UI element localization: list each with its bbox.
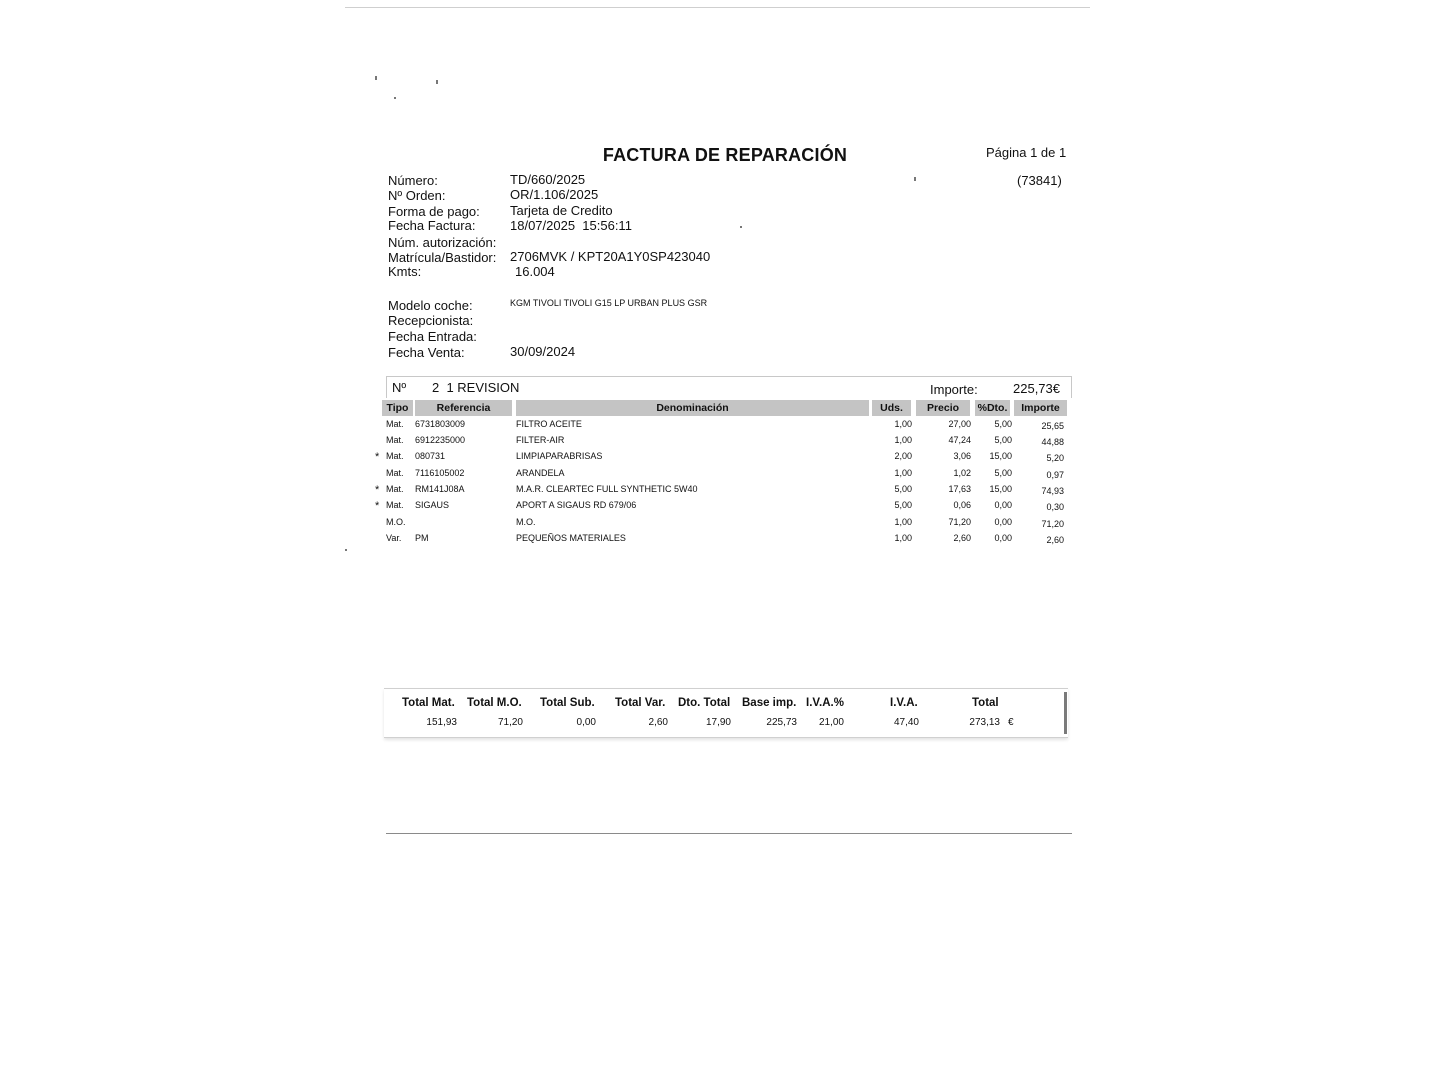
total-var-value: 2,60 [648,717,668,728]
line-denominacion: APORT A SIGAUS RD 679/06 [516,500,637,510]
total-mo-value: 71,20 [497,717,523,728]
line-mark: * [375,500,380,512]
table-row [0,450,1440,466]
total-mat-value: 151,93 [426,717,457,728]
numero-value: TD/660/2025 [510,172,586,187]
line-referencia: 6731803009 [415,419,466,429]
autorizacion-label: Núm. autorización: [388,235,497,250]
dto-total-value: 17,90 [705,717,731,728]
table-row [0,467,1440,483]
line-importe: 5,20 [1046,453,1064,463]
line-referencia: SIGAUS [415,500,450,510]
line-uds: 1,00 [894,435,912,445]
column-header-dto: %Dto. [975,400,1010,416]
line-denominacion: FILTRO ACEITE [516,419,582,429]
line-importe: 74,93 [1041,486,1064,496]
kmts-label: Kmts: [388,264,422,279]
pago-value: Tarjeta de Credito [510,203,613,218]
fecha-factura-label: Fecha Factura: [388,218,476,233]
footer-rule [386,833,1072,834]
total-sub-label: Total Sub. [540,697,595,709]
iva-value: 47,40 [893,717,919,728]
line-uds: 2,00 [894,451,912,461]
matricula-label: Matrícula/Bastidor: [388,250,497,265]
table-row [0,516,1440,532]
column-header-importe: Importe [1014,400,1067,416]
base-imp-label: Base imp. [742,697,797,709]
line-dto: 0,00 [994,533,1012,543]
line-importe: 44,88 [1041,437,1064,447]
line-dto: 0,00 [994,500,1012,510]
recepcionista-label: Recepcionista: [388,313,474,328]
kmts-value: 16.004 [515,264,555,279]
pago-label: Forma de pago: [388,204,480,219]
table-row [0,499,1440,515]
section-importe-label: Importe: [930,382,978,397]
line-tipo: Mat. [386,484,404,494]
column-header-tipo: Tipo [382,400,413,416]
section-number-label: Nº [392,380,407,395]
line-mark: * [375,484,380,496]
line-mark: * [375,451,380,463]
line-dto: 5,00 [994,468,1012,478]
total-mo-label: Total M.O. [467,697,522,709]
totals-box [384,688,1068,738]
line-precio: 0,06 [953,500,971,510]
column-header-precio: Precio [916,400,970,416]
iva-pct-value: 21,00 [818,717,844,728]
line-tipo: Mat. [386,500,404,510]
section-title: 2 1 REVISION [432,380,520,395]
iva-label: I.V.A. [890,697,918,709]
line-tipo: M.O. [386,517,406,527]
line-referencia: 080731 [415,451,446,461]
line-referencia: PM [415,533,429,543]
line-denominacion: M.A.R. CLEARTEC FULL SYNTHETIC 5W40 [516,484,698,494]
base-imp-value: 225,73 [766,717,797,728]
table-row [0,434,1440,450]
orden-value: OR/1.106/2025 [510,187,599,202]
totals-box-edge [1064,692,1067,734]
line-tipo: Var. [386,533,402,543]
line-tipo: Mat. [386,419,404,429]
line-tipo: Mat. [386,468,404,478]
line-dto: 5,00 [994,419,1012,429]
line-referencia: RM141J08A [415,484,465,494]
column-header-referencia: Referencia [415,400,512,416]
line-tipo: Mat. [386,451,404,461]
orden-label: Nº Orden: [388,188,446,203]
currency-symbol: € [1008,717,1014,728]
line-denominacion: ARANDELA [516,468,565,478]
line-precio: 27,00 [948,419,971,429]
total-sub-value: 0,00 [576,717,596,728]
line-uds: 1,00 [894,533,912,543]
line-uds: 5,00 [894,484,912,494]
line-denominacion: M.O. [516,517,536,527]
line-uds: 1,00 [894,468,912,478]
invoice-title: FACTURA DE REPARACIÓN [602,145,848,165]
line-importe: 2,60 [1046,535,1064,545]
scan-top-edge [345,7,1090,8]
line-precio: 2,60 [953,533,971,543]
line-precio: 47,24 [948,435,971,445]
line-importe: 71,20 [1041,519,1064,529]
total-label: Total [972,697,999,709]
iva-pct-label: I.V.A.% [806,697,844,709]
line-precio: 17,63 [948,484,971,494]
dto-total-label: Dto. Total [678,697,731,709]
line-denominacion: FILTER-AIR [516,435,565,445]
line-denominacion: PEQUEÑOS MATERIALES [516,533,626,543]
line-referencia: 6912235000 [415,435,466,445]
total-var-label: Total Var. [615,697,666,709]
total-value: 273,13 [969,717,1000,728]
line-precio: 3,06 [953,451,971,461]
total-mat-label: Total Mat. [402,697,455,709]
fecha-venta-label: Fecha Venta: [388,345,465,360]
line-importe: 0,97 [1046,470,1064,480]
line-dto: 0,00 [994,517,1012,527]
table-row [0,532,1440,548]
section-importe-value: 225,73€ [1013,381,1060,396]
fecha-factura-value: 18/07/2025 15:56:11 [510,218,632,233]
line-dto: 15,00 [989,484,1012,494]
line-dto: 5,00 [994,435,1012,445]
page-indicator: Página 1 de 1 [986,145,1067,160]
table-row [0,418,1440,434]
line-precio: 1,02 [953,468,971,478]
fecha-venta-value: 30/09/2024 [510,344,576,359]
line-tipo: Mat. [386,435,404,445]
fecha-entrada-label: Fecha Entrada: [388,329,477,344]
line-uds: 1,00 [894,419,912,429]
line-denominacion: LIMPIAPARABRISAS [516,451,603,461]
column-header-denominacion: Denominación [516,400,869,416]
line-uds: 1,00 [894,517,912,527]
numero-label: Número: [388,173,438,188]
line-uds: 5,00 [894,500,912,510]
line-dto: 15,00 [989,451,1012,461]
document-code: (73841) [1017,173,1062,188]
line-importe: 0,30 [1046,502,1064,512]
modelo-label: Modelo coche: [388,298,473,313]
modelo-value: KGM TIVOLI TIVOLI G15 LP URBAN PLUS GSR [510,298,708,308]
line-referencia: 7116105002 [415,468,465,478]
line-precio: 71,20 [948,517,971,527]
table-row [0,483,1440,499]
column-header-uds: Uds. [872,400,911,416]
line-importe: 25,65 [1041,421,1064,431]
matricula-value: 2706MVK / KPT20A1Y0SP423040 [510,249,711,264]
